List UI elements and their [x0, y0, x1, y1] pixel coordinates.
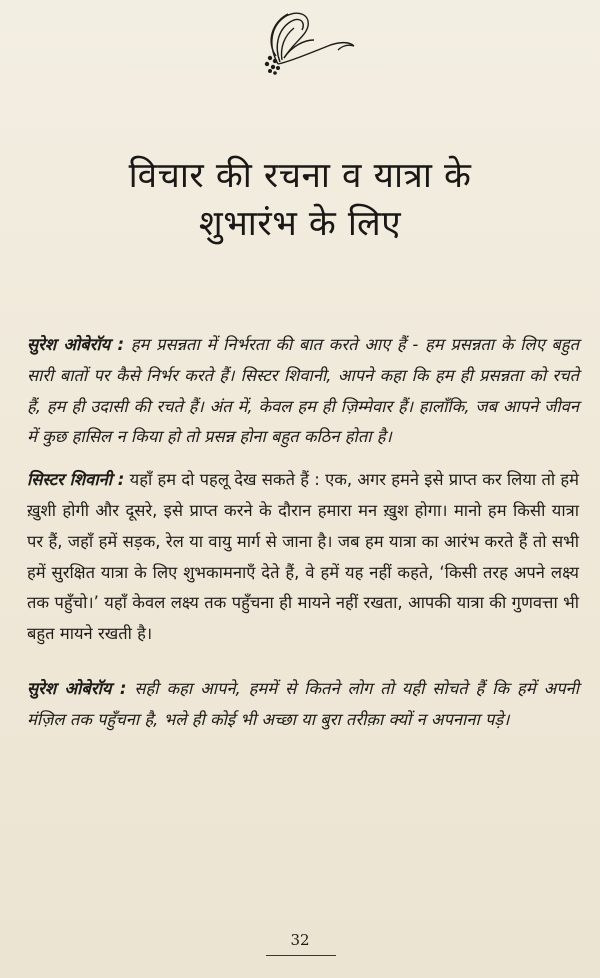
dialogue-paragraph [27, 330, 579, 453]
chapter-title-line-1: विचार की रचना व यात्रा के [128, 156, 472, 196]
footer-divider [266, 955, 336, 956]
dialogue-text: हम प्रसन्नता में निर्भरता की बात करते आए हैं - हम प्रसन्नता के लिए बहुत सारी बातों पर कैसे निर्भर करते हैं। सिस्टर शिवानी, आपने कहा कि हम ही प्रसन्नता को रचते हैं, हम ही उदासी की रचते हैं। अंत में, केवल हम ही ज़िम्मेवार हैं। हालाँकि, जब आपने जीवन में कुछ हासिल न किया हो तो प्रसन्न होना बहुत कठिन होता है। [27, 335, 579, 447]
chapter-title [0, 152, 600, 248]
speaker-name: सिस्टर शिवानी : [27, 470, 125, 490]
speaker-name: सुरेश ओबेरॉय : [27, 678, 127, 698]
page-number: 32 [290, 931, 310, 949]
dialogue-text: यहाँ हम दो पहलू देख सकते हैं : एक, अगर हमने इसे प्राप्त कर लिया तो हमे ख़ुशी होगी और दूसरे, इसे प्राप्त करने के दौरान हमारा मन ख़ुश होगा। मानो हम किसी यात्रा पर हैं, जहाँ हमें सड़क, रेल या वायु मार्ग से जाना है। जब हम यात्रा का आरंभ करते हैं तो सभी हमें सुरक्षित यात्रा के लिए शुभकामनाएँ देते हैं, वे हमें यह नहीं कहते, ‘किसी तरह अपने लक्ष्य तक पहुँचो।’ यहाँ केवल लक्ष्य तक पहुँचना ही मायने नहीं रखता, आपकी यात्रा की गुणवत्ता भी बहुत मायने रखती है। [27, 470, 579, 644]
speaker-name: सुरेश ओबेरॉय : [27, 335, 125, 354]
chapter-title-line-2: शुभारंभ के लिए [198, 204, 402, 244]
dialogue-paragraph [27, 674, 579, 736]
peacock-feather-ornament-icon [248, 6, 358, 78]
dialogue-paragraph [27, 465, 579, 650]
chapter-body [27, 330, 579, 748]
dialogue-text: सही कहा आपने, हममें से कितने लोग तो यही सोचते हैं कि हमें अपनी मंज़िल तक पहुँचना है, भले ही कोई भी अच्छा या बुरा तरीक़ा क्यों न अपनाना पड़े। [27, 678, 579, 729]
